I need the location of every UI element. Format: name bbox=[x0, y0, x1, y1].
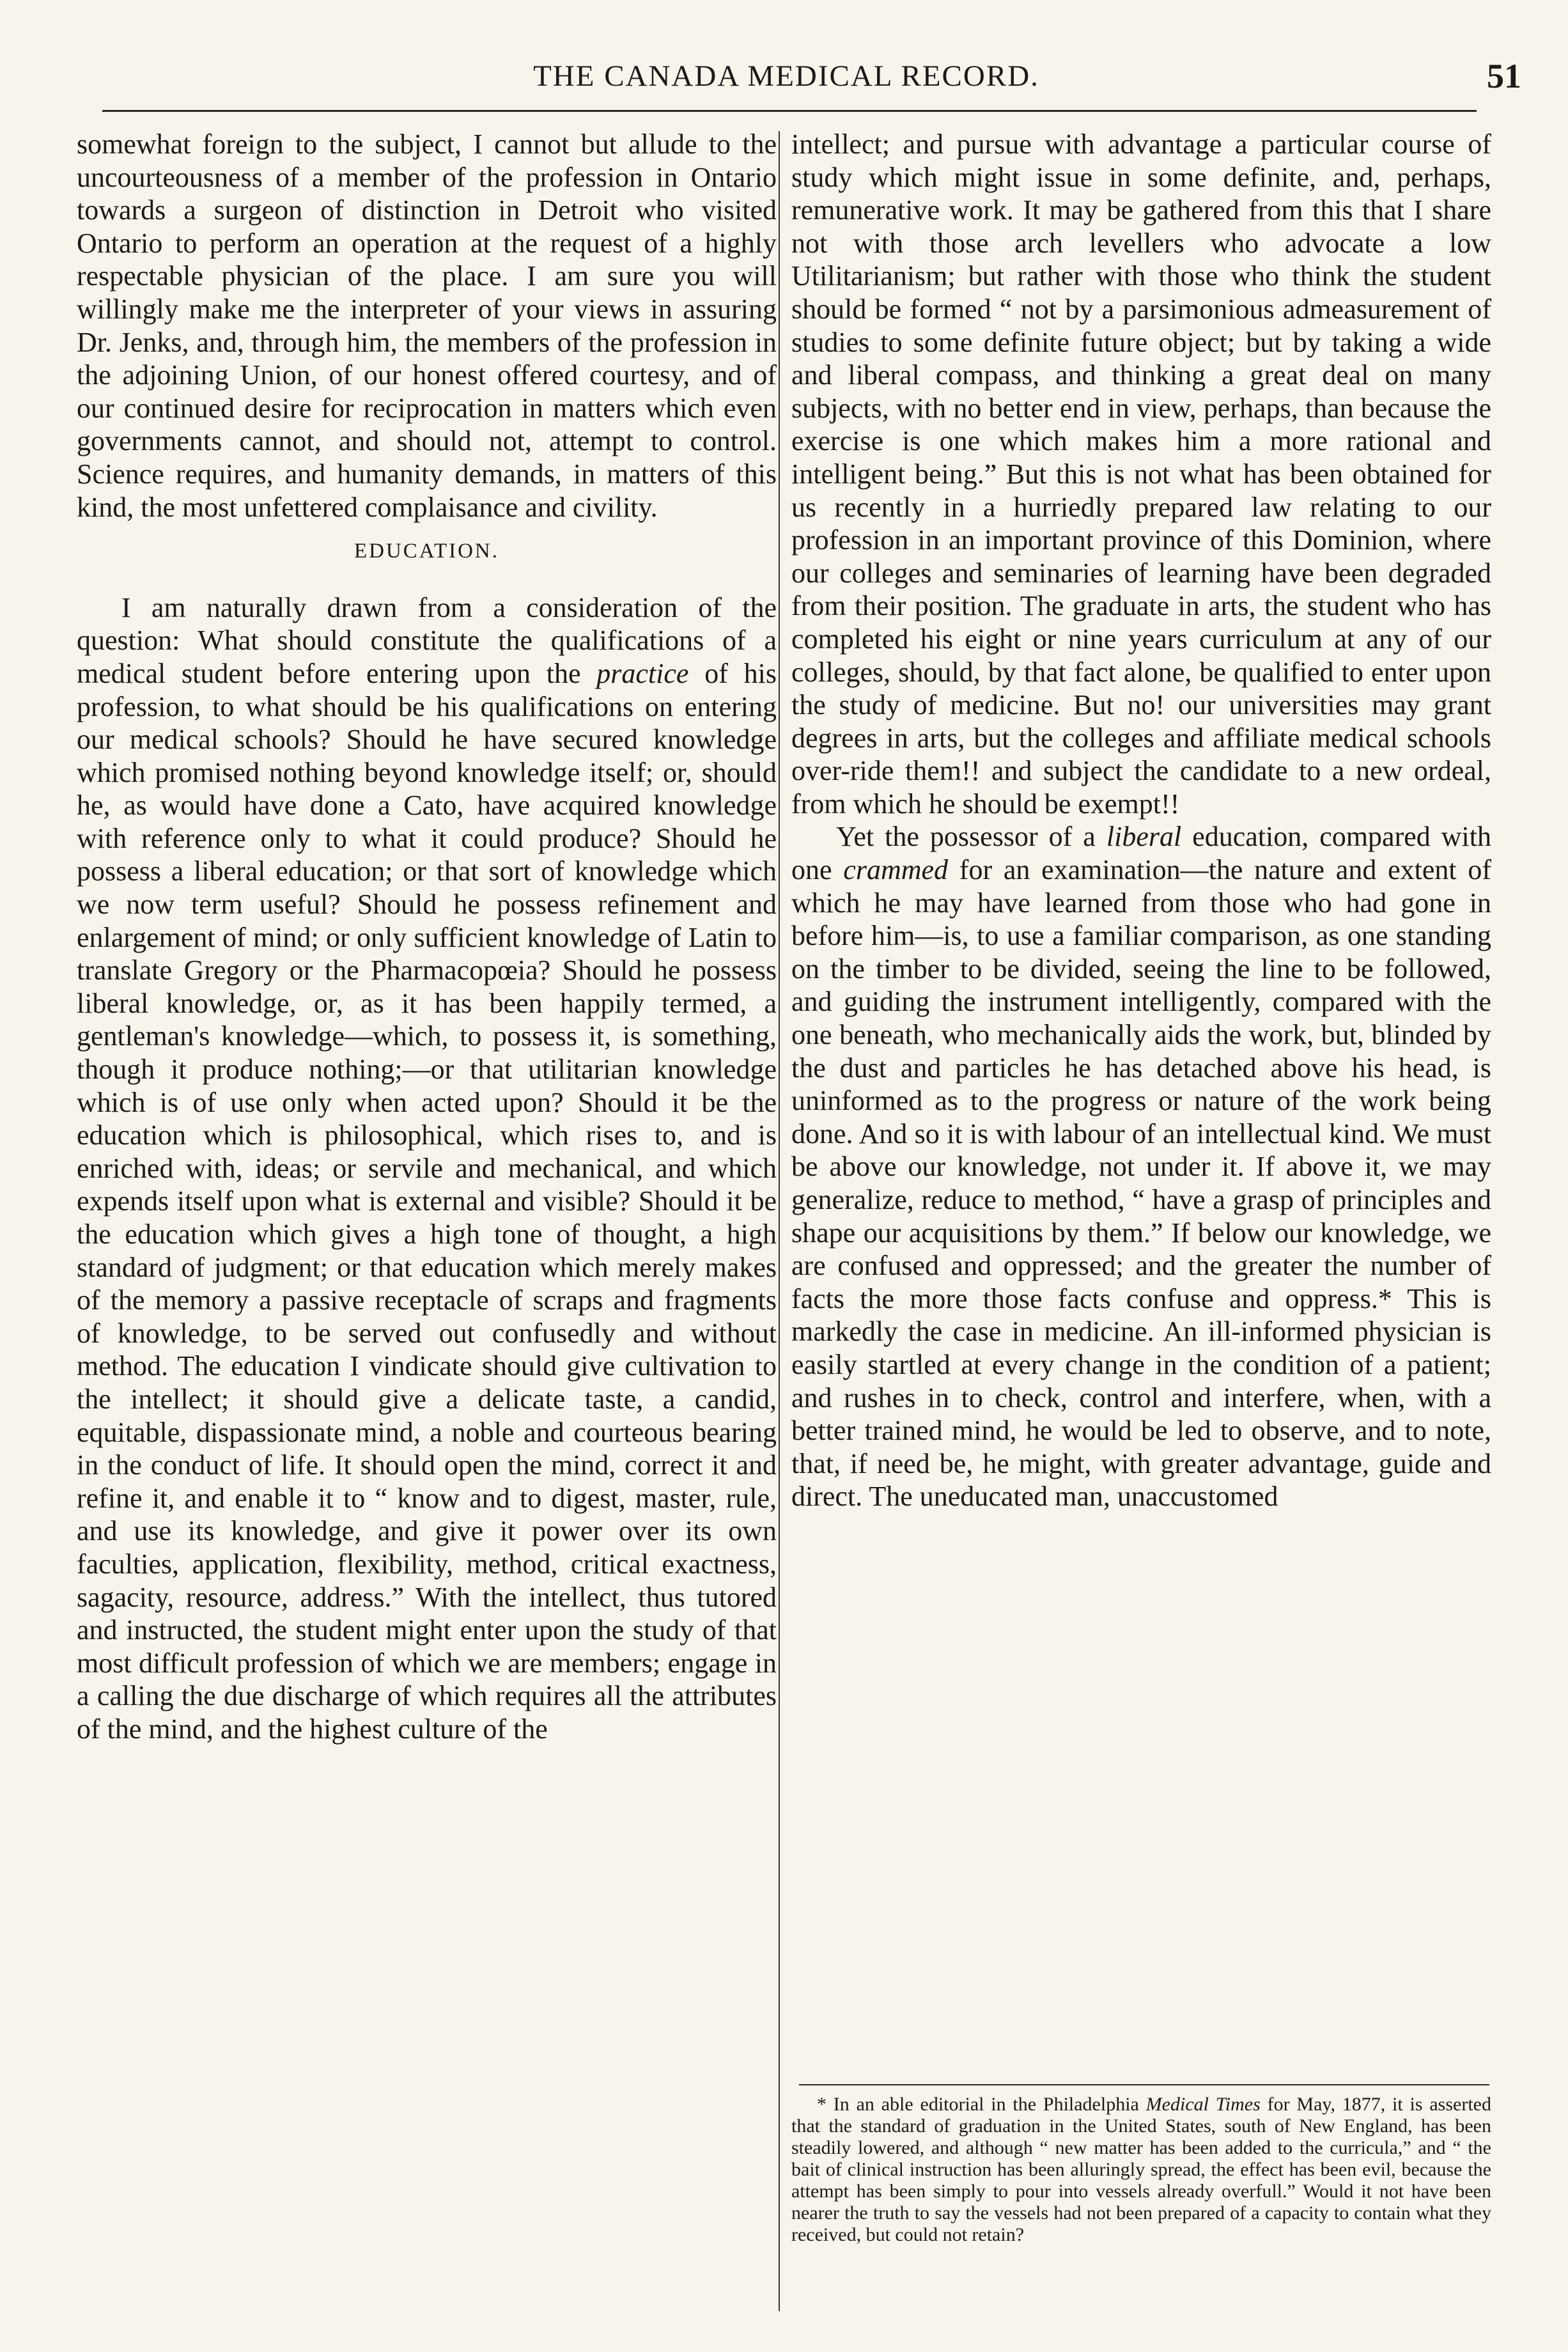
column-divider bbox=[779, 131, 780, 2311]
right-paragraph-2 bbox=[791, 820, 1491, 1513]
page-number: 51 bbox=[1487, 57, 1521, 95]
running-head bbox=[51, 51, 1521, 102]
italic-term-crammed: crammed bbox=[843, 854, 949, 886]
text-run: * In an able editorial in the Philadelphia bbox=[817, 2094, 1146, 2115]
text-run: education, compared with one bbox=[791, 821, 1492, 886]
italic-term-liberal: liberal bbox=[1106, 821, 1182, 853]
left-paragraph-1: somewhat foreign to the subject, I cannot but allude to the uncourteousness of a member of the profession in Ontario towards a surgeon of distinction in Detroit who visited Ontario to perform an operation at the request of a highly respectable physician of the place. I am sure you will willingly make me the interpreter of your views in assuring Dr. Jenks, and, through him, the members of the profession in the adjoining Union, of our honest offered courtesy, and of our continued desire for reciprocation in matters which even governments cannot, and should not, attempt to control. Science requires, and humanity demands, in matters of this kind, the most unfettered complaisance and civility. bbox=[77, 129, 777, 523]
running-title: THE CANADA MEDICAL RECORD. bbox=[533, 59, 1039, 93]
text-run: Yet the possessor of a bbox=[836, 821, 1106, 853]
text-run: for May, 1877, it is asserted that the standard of graduation in the United States, south of New England, has been steadily lowered, and although “ new matter has been added to the curricula,” and “ the bait of clinical instruction has been alluringly spread, the effect has been evil, because the attempt has been simply to pour into vessels already overfull.” Would it not have been nearer the truth to say the vessels had not been prepared of a capacity to contain what they received, but could not retain? bbox=[791, 2094, 1491, 2245]
header-rule bbox=[102, 110, 1477, 112]
left-paragraph-2 bbox=[77, 591, 777, 1746]
section-heading-education: EDUCATION. bbox=[353, 540, 500, 563]
italic-journal-title: Medical Times bbox=[1145, 2094, 1261, 2115]
right-paragraph-1: intellect; and pursue with advantage a particular course of study which might issue in some definite, and, perhaps, remunerative work. It may be gathered from this that I share not with those arch levellers who advocate a low Utilitarianism; but rather with those who think the student should be formed “ not by a parsimonious admeasurement of studies to some definite future object; but by taking a wide and liberal compass, and thinking a great deal on many subjects, with no better end in view, perhaps, than because the exercise is one which makes him a more rational and intelligent being.” But this is not what has been obtained for us recently in a hurriedly prepared law relating to our profession in an important province of this Dominion, where our colleges and seminaries of learning have been degraded from their position. The graduate in arts, the student who has completed his eight or nine years curriculum at any of our colleges, should, by that fact alone, be qualified to enter upon the study of medicine. But no! our universities may grant degrees in arts, but the colleges and affiliate medical schools over-ride them!! and subject the candidate to a new ordeal, from which he should be exempt!! bbox=[791, 129, 1491, 820]
text-run: I am naturally drawn from a consideration of the question: What should constitute the qualifications of a medical student before entering upon the bbox=[77, 591, 777, 689]
right-column bbox=[791, 128, 1491, 1784]
text-run: of his profession, to what should be his qualifications on entering our medical schools? Should he have secured knowledge which promised nothing beyond knowledge itself; or, should he, as would have done a Cato, have acquired knowledge with reference only to what it could produce? Should he possess a liberal education; or that sort of knowledge which we now term useful? Should he possess refinement and enlargement of mind; or only sufficient knowledge of Latin to translate Gregory or the Pharmacopœia? Should he possess liberal knowledge, or, as it has been happily termed, a gentleman's knowledge—which, to possess it, is something, though it produce nothing;—or that utilitarian knowledge which is of use only when acted upon? Should it be the education which is philosophical, which rises to, and is enriched with, ideas; or servile and mechanical, and which expends itself upon what is external and visible? Should it be the education which gives a high tone of thought, a high standard of judgment; or that education which merely makes of the memory a passive receptacle of scraps and fragments of knowledge, to be served out confusedly and without method. The education I vindicate should give cultivation to the intellect; it should give a delicate taste, a candid, equitable, dispassionate mind, a noble and courteous bearing in the conduct of life. It should open the mind, correct it and refine it, and enable it to “ know and to digest, master, rule, and use its knowledge, and give it power over its own faculties, application, flexibility, method, critical exactness, sagacity, resource, address.” With the intellect, thus tutored and instructed, the student might enter upon the study of that most difficult profession of which we are members; engage in a calling the due discharge of which requires all the attributes of the mind, and the highest culture of the bbox=[77, 657, 777, 1745]
footnote-rule bbox=[799, 2084, 1489, 2085]
left-column bbox=[77, 128, 777, 2263]
footnote bbox=[791, 2094, 1491, 2314]
text-run: for an examination—the nature and extent of which he may have learned from those who had gone in before him—is, to use a familiar comparison, as one standing on the timber to be divided, seeing the line to be followed, and guiding the instrument intelligently, compared with the one beneath, who mechanically aids the work, but, blinded by the dust and particles he has detached above his head, is uninformed as to the progress or nature of the work being done. And so it is with labour of an intellectual kind. We must be above our knowledge, not under it. If above it, we may generalize, reduce to method, “ have a grasp of principles and shape our acquisitions by them.” If below our knowledge, we are confused and oppressed; and the greater the number of facts the more those facts confuse and oppress.* This is markedly the case in medicine. An ill-informed physician is easily startled at every change in the condition of a patient; and rushes in to check, control and interfere, when, with a better trained mind, he would be led to observe, and to note, that, if need be, he might, with greater advantage, guide and direct. The uneducated man, unaccustomed bbox=[791, 854, 1492, 1513]
footnote-text bbox=[791, 2094, 1491, 2246]
italic-term-practice: practice bbox=[596, 657, 689, 689]
